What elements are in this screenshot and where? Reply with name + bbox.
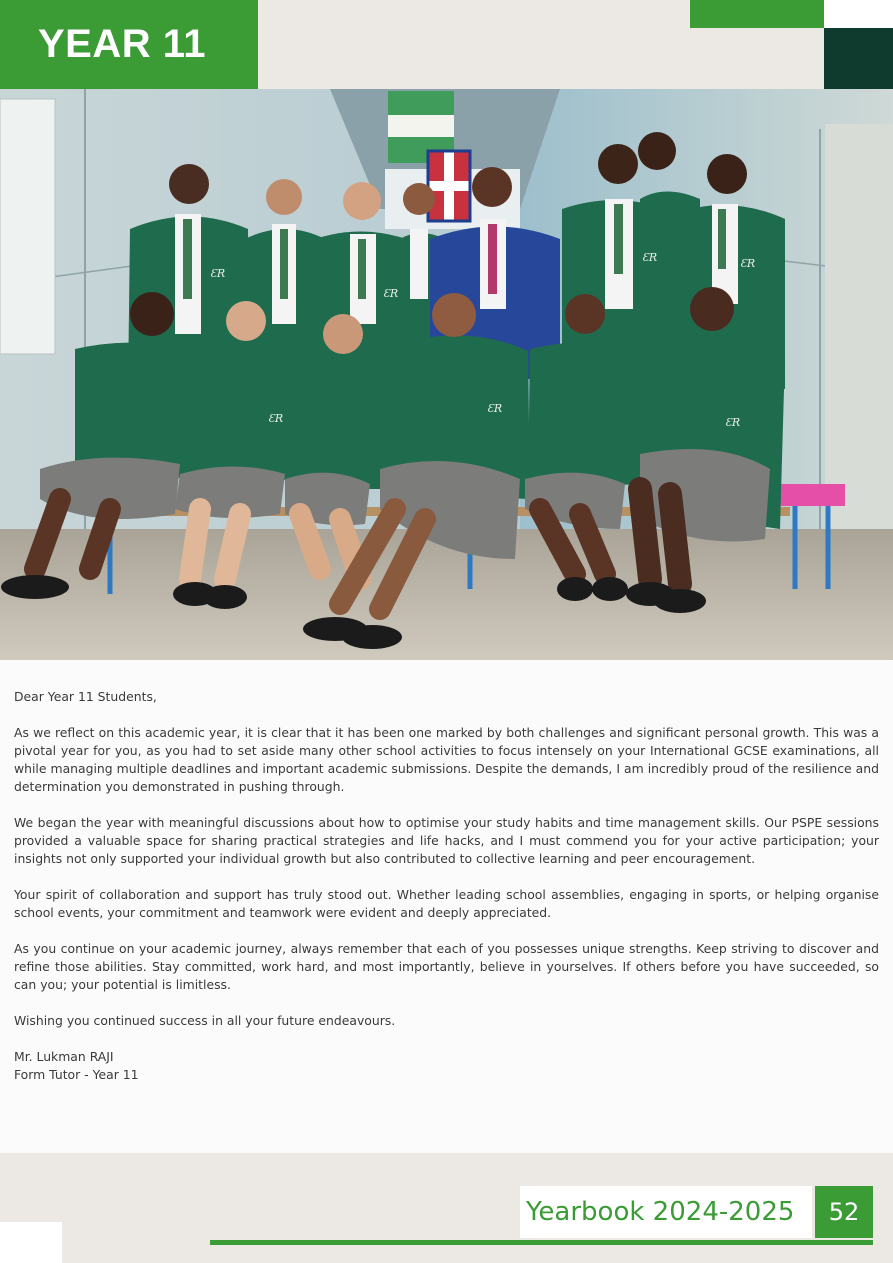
signature-name: Mr. Lukman RAJI (14, 1049, 114, 1064)
page-number: 52 (815, 1186, 873, 1238)
blazer-crest: ƐR (725, 416, 741, 429)
blazer-crest: ƐR (487, 402, 503, 415)
blazer-crest: ƐR (210, 267, 226, 280)
letter-paragraph: Wishing you continued success in all your future endeavours. (14, 1013, 396, 1028)
blazer-crest: ƐR (268, 412, 284, 425)
letter-paragraph: As we reflect on this academic year, it is clear that it has been one marked by both challenges and significant personal growth. This was a pivotal year for you, as you had to set aside many other school activities to focus intensely on your International GCSE examinations, all while managing multiple deadlines and important academic submissions. Despite the demands, I am incredibly proud of the resilience and determination you demonstrated in pushing through. (14, 725, 879, 794)
letter-paragraph: As you continue on your academic journey, always remember that each of you possesses unique strengths. Keep striving to discover and refine those abilities. Stay committed, work hard, and most importantly, believe in yourselves. If others before you have succeeded, so can you; your potential is limitless. (14, 941, 879, 992)
signature-role: Form Tutor - Year 11 (14, 1067, 139, 1082)
letter-greeting: Dear Year 11 Students, (14, 689, 157, 704)
decorative-white-block (824, 0, 893, 28)
form-tutor-letter (0, 660, 893, 1153)
yearbook-label: Yearbook 2024-2025 (520, 1186, 812, 1238)
class-group-photo (0, 89, 893, 660)
blazer-crest: ƐR (740, 257, 756, 270)
decorative-green-bar (690, 0, 824, 28)
letter-paragraph: We began the year with meaningful discussions about how to optimise your study habits and time management skills. Our PSPE sessions provided a valuable space for sharing practical strategies and life hacks, and I must commend you for your active participation; your insights not only supported your individual growth but also contributed to collective learning and peer encouragement. (14, 815, 879, 866)
blazer-crest: ƐR (383, 287, 399, 300)
page-title: YEAR 11 (0, 0, 258, 89)
footer-rule (210, 1240, 873, 1245)
letter-paragraph: Your spirit of collaboration and support has truly stood out. Whether leading school assemblies, engaging in sports, or helping organise school events, your commitment and teamwork were evident and deeply appreciated. (14, 887, 879, 920)
blazer-crest: ƐR (642, 251, 658, 264)
decorative-footer-block (0, 1222, 62, 1263)
